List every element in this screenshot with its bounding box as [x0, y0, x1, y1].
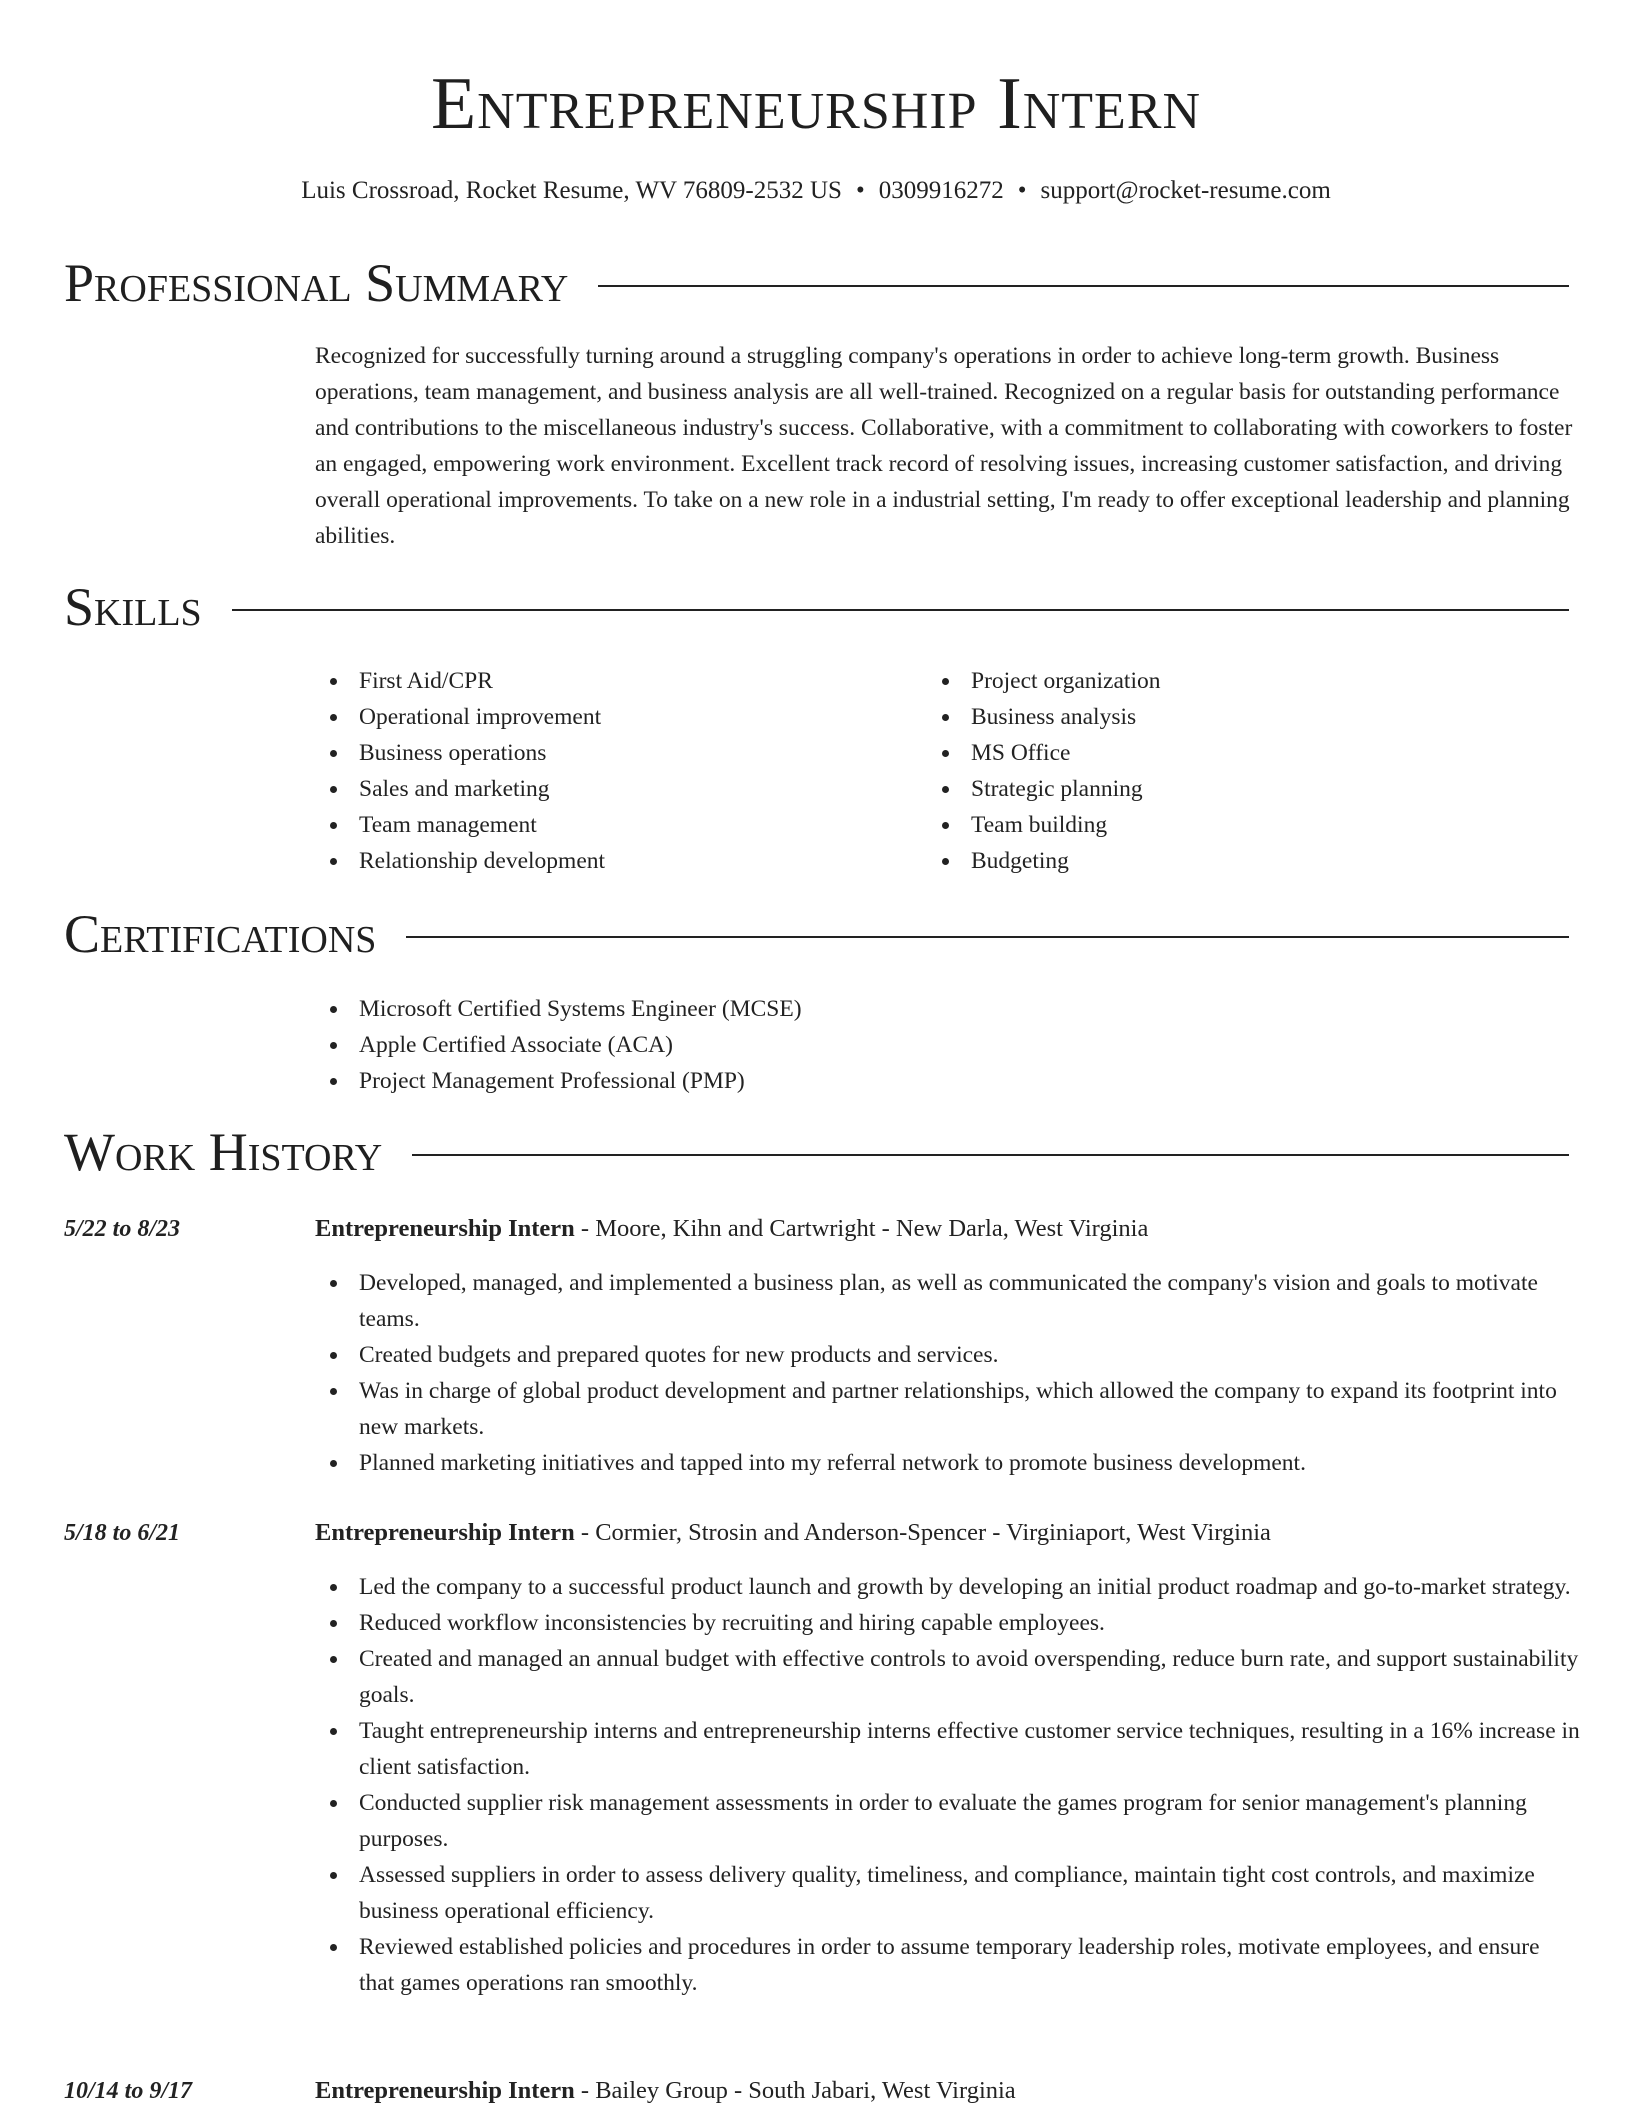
contact-email: support@rocket-resume.com [1040, 177, 1331, 204]
list-item: Was in charge of global product development and partner relationships, which allowed the company to expand its footprint into new markets. [315, 1373, 1580, 1445]
list-item: Team management [315, 807, 915, 843]
section-divider [406, 936, 1569, 938]
list-item: Reviewed established policies and procedures in order to assume temporary leadership roles, motivate employees, and ensure that games operations ran smoothly. [315, 1929, 1580, 2001]
section-title-work-history: Work History [64, 1122, 383, 1182]
job-title: Entrepreneurship Intern [315, 1215, 575, 1242]
skills-column-right [927, 663, 1527, 879]
list-item: Strategic planning [927, 771, 1527, 807]
job-bullet-list [315, 1265, 1580, 1481]
list-item: Business operations [315, 735, 915, 771]
certifications-list [315, 991, 1575, 1099]
section-divider [598, 285, 1569, 287]
list-item: Sales and marketing [315, 771, 915, 807]
work-section-header [64, 1122, 1569, 1182]
list-item: Created and managed an annual budget with effective controls to avoid overspending, reduce burn rate, and support sustainability goals. [315, 1641, 1580, 1713]
list-item: Operational improvement [315, 699, 915, 735]
section-title-certifications: Certifications [64, 904, 377, 964]
job-heading [315, 2073, 1016, 2109]
section-divider [412, 1154, 1569, 1156]
list-item: Relationship development [315, 843, 915, 879]
list-item: Reduced workflow inconsistencies by recruiting and hiring capable employees. [315, 1605, 1580, 1641]
job-details: - Bailey Group - South Jabari, West Virginia [574, 2077, 1016, 2104]
summary-text: Recognized for successfully turning around a struggling company's operations in order to achieve long-term growth. Business operations, team management, and business analysis are all well-trained. Recognized on a regular basis for outstanding performance and contributions to the miscellaneous industry's success. Collaborative, with a commitment to collaborating with coworkers to foster an engaged, empowering work environment. Excellent track record of resolving issues, increasing customer satisfaction, and driving overall operational improvements. To take on a new role in a industrial setting, I'm ready to offer exceptional leadership and planning abilities. [315, 343, 1573, 549]
skills-list-right [927, 663, 1527, 879]
list-item: Developed, managed, and implemented a business plan, as well as communicated the company's vision and goals to motivate teams. [315, 1265, 1580, 1337]
certifications-section-header [64, 904, 1569, 964]
section-divider [232, 609, 1569, 611]
job-dates: 10/14 to 9/17 [64, 2078, 193, 2104]
skills-column-left [315, 663, 915, 879]
job-bullets-block [315, 1569, 1580, 2001]
skills-section-header [64, 577, 1569, 637]
job-details: - Moore, Kihn and Cartwright - New Darla, West Virginia [574, 1215, 1149, 1242]
list-item: Apple Certified Associate (ACA) [315, 1027, 1575, 1063]
list-item: Project organization [927, 663, 1527, 699]
list-item: Taught entrepreneurship interns and entrepreneurship interns effective customer service techniques, resulting in a 16% increase in client satisfaction. [315, 1713, 1580, 1785]
list-item: First Aid/CPR [315, 663, 915, 699]
contact-separator: • [855, 177, 865, 204]
job-title: Entrepreneurship Intern [315, 2077, 575, 2104]
list-item: MS Office [927, 735, 1527, 771]
list-item: Led the company to a successful product launch and growth by developing an initial product roadmap and go-to-market strategy. [315, 1569, 1580, 1605]
contact-phone: 0309916272 [878, 177, 1004, 204]
contact-address: Luis Crossroad, Rocket Resume, WV 76809-2532 US [301, 177, 842, 204]
list-item: Team building [927, 807, 1527, 843]
contact-separator: • [1017, 177, 1027, 204]
list-item: Budgeting [927, 843, 1527, 879]
list-item: Created budgets and prepared quotes for new products and services. [315, 1337, 1580, 1373]
job-dates: 5/18 to 6/21 [64, 1520, 181, 1546]
job-bullets-block [315, 1265, 1580, 1481]
resume-name: Entrepreneurship Intern [430, 63, 1202, 145]
job-heading [315, 1515, 1271, 1551]
list-item: Business analysis [927, 699, 1527, 735]
job-heading [315, 1211, 1148, 1247]
contact-line [0, 174, 1632, 208]
job-title: Entrepreneurship Intern [315, 1519, 575, 1546]
list-item: Assessed suppliers in order to assess delivery quality, timeliness, and compliance, maintain tight cost controls, and maximize business operational efficiency. [315, 1857, 1580, 1929]
list-item: Planned marketing initiatives and tapped into my referral network to promote business development. [315, 1445, 1580, 1481]
list-item: Conducted supplier risk management assessments in order to evaluate the games program for senior management's planning purposes. [315, 1785, 1580, 1857]
summary-section-header [64, 253, 1569, 313]
list-item: Project Management Professional (PMP) [315, 1063, 1575, 1099]
job-details: - Cormier, Strosin and Anderson-Spencer - Virginiaport, West Virginia [574, 1519, 1271, 1546]
section-title-skills: Skills [64, 577, 202, 637]
job-bullet-list [315, 1569, 1580, 2001]
certifications-block [315, 991, 1575, 1099]
list-item: Microsoft Certified Systems Engineer (MCSE) [315, 991, 1575, 1027]
job-dates: 5/22 to 8/23 [64, 1216, 181, 1242]
skills-list-left [315, 663, 915, 879]
section-title-summary: Professional Summary [64, 253, 569, 313]
